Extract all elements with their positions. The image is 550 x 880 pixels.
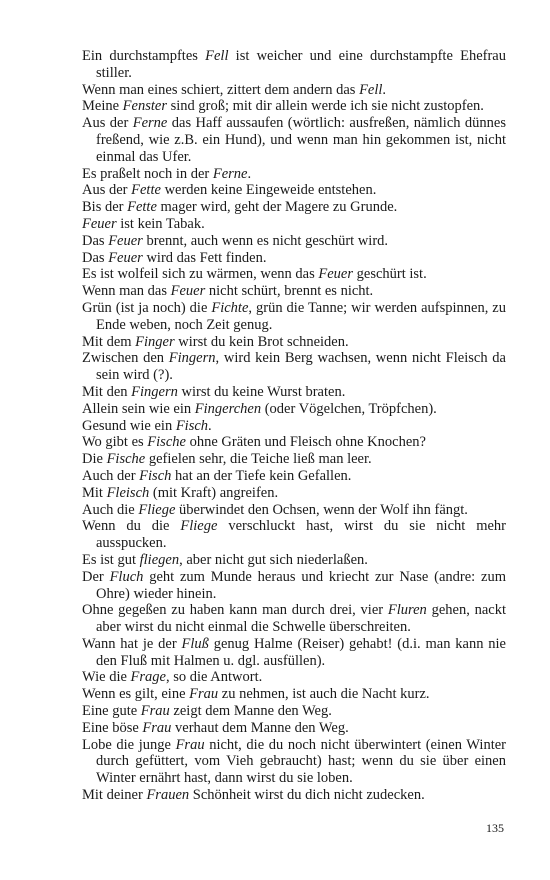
proverb-entry	[82, 250, 506, 267]
proverb-entry	[82, 98, 506, 115]
proverb-text: Zwischen den	[82, 350, 169, 367]
proverb-entry	[82, 703, 506, 720]
proverb-text: verschluckt hast, wirst du sie nicht mehr ausspucken.	[96, 518, 506, 552]
proverb-entry	[82, 283, 506, 300]
proverb-text: .	[208, 417, 212, 434]
proverb-entry	[82, 669, 506, 686]
proverb-text: Ohne gegeßen zu haben kann man durch drei, vier	[82, 602, 388, 619]
proverb-text: Mit	[82, 484, 107, 501]
proverb-entry	[82, 48, 506, 82]
proverb-text: wird das Fett finden.	[142, 249, 267, 266]
proverb-text: (oder Vögelchen, Tröpfchen).	[261, 400, 437, 417]
proverb-text: Wenn man eines schiert, zittert dem andern das	[82, 81, 360, 98]
proverb-entry	[82, 686, 506, 703]
proverb-text: überwindet den Ochsen, wenn der Wolf ihn fängt.	[175, 501, 468, 518]
proverb-text: Mit dem	[82, 333, 136, 350]
proverb-keyword: Fluß	[181, 635, 209, 652]
proverb-text: wirst du kein Brot schneiden.	[174, 333, 349, 350]
proverb-keyword: Fette	[131, 182, 161, 199]
proverb-entry	[82, 636, 506, 670]
proverb-entry	[82, 502, 506, 519]
proverb-entry	[82, 737, 506, 787]
proverb-text: Das	[82, 232, 109, 249]
proverb-entry	[82, 166, 506, 183]
proverb-entry	[82, 418, 506, 435]
proverb-text: Das	[82, 249, 109, 266]
proverb-entry	[82, 266, 506, 283]
proverb-keyword: Fell	[359, 81, 383, 98]
proverb-text: Wenn man das	[82, 283, 171, 300]
proverb-keyword: Fell	[205, 48, 229, 64]
page-number: 135	[486, 821, 504, 835]
proverb-keyword: Feuer	[170, 283, 206, 300]
proverb-text: ist weicher und eine durchstampfte Ehefrau stiller.	[96, 48, 506, 81]
proverb-text: Meine	[82, 98, 123, 115]
proverb-entry	[82, 82, 506, 99]
proverb-keyword: Fische	[147, 434, 186, 451]
proverb-keyword: Fenster	[122, 98, 167, 115]
proverb-keyword: Feuer	[108, 232, 143, 249]
proverb-keyword: Feuer	[318, 266, 354, 283]
proverb-entry	[82, 182, 506, 199]
proverb-text: Wo gibt es	[82, 434, 148, 451]
proverb-text: Die	[82, 451, 107, 468]
proverb-entry	[82, 115, 506, 165]
proverb-text: mager wird, geht der Magere zu Grunde.	[156, 199, 398, 216]
proverb-text: Schönheit wirst du dich nicht zudecken.	[189, 787, 425, 804]
proverb-keyword: fliegen	[139, 551, 180, 568]
proverb-entry	[82, 451, 506, 468]
proverb-text: hat an der Tiefe kein Gefallen.	[171, 467, 352, 484]
proverb-entry	[82, 552, 506, 569]
proverb-keyword: Fisch	[139, 467, 172, 484]
proverb-keyword: Fingern	[168, 350, 216, 367]
proverb-text: sind groß; mit dir allein werde ich sie nicht zustopfen.	[166, 98, 484, 115]
proverb-text: Aus der	[82, 182, 132, 199]
proverb-text: Eine gute	[82, 703, 141, 720]
proverb-text: Eine böse	[82, 719, 143, 736]
proverb-entry	[82, 216, 506, 233]
proverb-text: Ein durchstampftes	[82, 48, 206, 64]
proverb-text: verhaut dem Manne den Weg.	[171, 719, 349, 736]
proverb-entry	[82, 569, 506, 603]
proverb-text: Es ist wolfeil sich zu wärmen, wenn das	[82, 266, 319, 283]
proverb-text: gehen, nackt aber wirst du nicht einmal die Schwelle überschreiten.	[96, 602, 506, 636]
proverb-text: geschürt ist.	[353, 266, 427, 283]
proverb-entry	[82, 787, 506, 804]
proverb-text: Aus der	[82, 115, 133, 132]
proverb-text: Bis der	[82, 199, 128, 216]
proverb-keyword: Ferne	[212, 165, 248, 182]
proverb-entry	[82, 334, 506, 351]
proverb-text: genug Halme (Reiser) gehabt! (d.i. man kann nie den Fluß mit Halmen u. dgl. ausfüllen).	[96, 635, 506, 669]
proverb-text: , wird kein Berg wachsen, wenn nicht Fleisch da sein wird (?).	[96, 350, 506, 384]
proverb-keyword: Fisch	[175, 417, 209, 434]
proverb-text: brennt, auch wenn es nicht geschürt wird.	[142, 232, 389, 249]
proverb-text: Lobe die junge	[82, 736, 176, 753]
proverb-keyword: Fleisch	[106, 484, 150, 501]
proverb-keyword: Fette	[127, 199, 157, 216]
proverb-keyword: Fluren	[387, 602, 427, 619]
proverb-keyword: Frage	[130, 669, 166, 686]
proverb-keyword: Frau	[175, 736, 205, 753]
proverb-keyword: Feuer	[82, 215, 117, 232]
proverb-keyword: Fliege	[180, 518, 218, 535]
proverb-text: das Haff aussaufen (wörtlich: ausfreßen, nämlich dünnes freßend, wie z.B. ein Hund), und wenn man hin gekommen ist, nicht einmal das Ufer.	[96, 115, 506, 165]
proverb-keyword: Fingern	[131, 383, 178, 400]
proverb-text: gefielen sehr, die Teiche ließ man leer.	[145, 451, 372, 468]
proverb-text: Gesund wie ein	[82, 417, 176, 434]
proverb-keyword: Fische	[106, 451, 146, 468]
proverb-text: ohne Gräten und Fleisch ohne Knochen?	[185, 434, 426, 451]
proverb-keyword: Finger	[135, 333, 175, 350]
proverb-keyword: Fluch	[109, 568, 144, 585]
proverb-entry	[82, 485, 506, 502]
proverb-text: Allein sein wie ein	[82, 400, 195, 417]
proverb-keyword: Ferne	[132, 115, 168, 132]
proverb-text: .	[382, 81, 387, 98]
proverb-text: Wenn du die	[82, 518, 181, 535]
proverb-text: , so die Antwort.	[165, 669, 263, 686]
proverb-text: werden keine Eingeweide entstehen.	[160, 182, 377, 199]
proverb-entry	[82, 199, 506, 216]
proverb-keyword: Fichte	[211, 299, 249, 316]
proverb-entry	[82, 468, 506, 485]
proverb-keyword: Frau	[142, 719, 172, 736]
proverb-text: Mit den	[82, 383, 132, 400]
proverb-entry	[82, 384, 506, 401]
proverb-text: ist kein Tabak.	[116, 215, 205, 232]
proverb-text: geht zum Munde heraus und kriecht zur Nase (andre: zum Ohre) wieder hinein.	[96, 568, 506, 602]
proverb-entry	[82, 401, 506, 418]
proverb-text: nicht schürt, brennt es nicht.	[205, 283, 374, 300]
proverb-text: zu nehmen, ist auch die Nacht kurz.	[218, 686, 430, 703]
proverb-list	[82, 48, 506, 804]
proverb-entry	[82, 602, 506, 636]
proverb-text: nicht, die du noch nicht überwintert (einen Winter durch gefüttert, vom Vieh gebraucht) hast; wenn du sie über einen Winter ernährt hast, dann wirst du sie loben.	[96, 736, 506, 787]
proverb-text: Auch der	[82, 467, 140, 484]
proverb-text: .	[247, 165, 252, 182]
proverb-text: Wie die	[82, 669, 131, 686]
proverb-text: Grün (ist ja noch) die	[82, 299, 212, 316]
proverb-keyword: Fingerchen	[194, 400, 262, 417]
proverb-keyword: Fliege	[138, 501, 176, 518]
proverb-keyword: Frauen	[146, 787, 190, 804]
proverb-keyword: Feuer	[108, 249, 143, 266]
proverb-text: wirst du keine Wurst braten.	[177, 383, 346, 400]
proverb-entry	[82, 434, 506, 451]
proverb-text: Es praßelt noch in der	[82, 165, 213, 182]
proverb-text: Es ist gut	[82, 551, 140, 568]
proverb-text: (mit Kraft) angreifen.	[149, 484, 279, 501]
proverb-text: Wenn es gilt, eine	[82, 686, 190, 703]
proverb-text: Mit deiner	[82, 787, 147, 804]
proverb-entry	[82, 720, 506, 737]
proverb-entry	[82, 300, 506, 334]
proverb-entry	[82, 350, 506, 384]
proverb-entry	[82, 518, 506, 552]
proverb-text: Der	[82, 568, 110, 585]
proverb-text: Auch die	[82, 501, 139, 518]
proverb-text: , aber nicht gut sich niederlaßen.	[179, 551, 368, 568]
proverb-text: zeigt dem Manne den Weg.	[169, 703, 332, 720]
proverb-text: , grün die Tanne; wir werden aufspinnen, zu Ende weben, noch Zeit genug.	[96, 299, 506, 333]
proverb-entry	[82, 233, 506, 250]
proverb-keyword: Frau	[140, 703, 170, 720]
proverb-text: Wann hat je der	[82, 635, 182, 652]
proverb-keyword: Frau	[189, 686, 219, 703]
